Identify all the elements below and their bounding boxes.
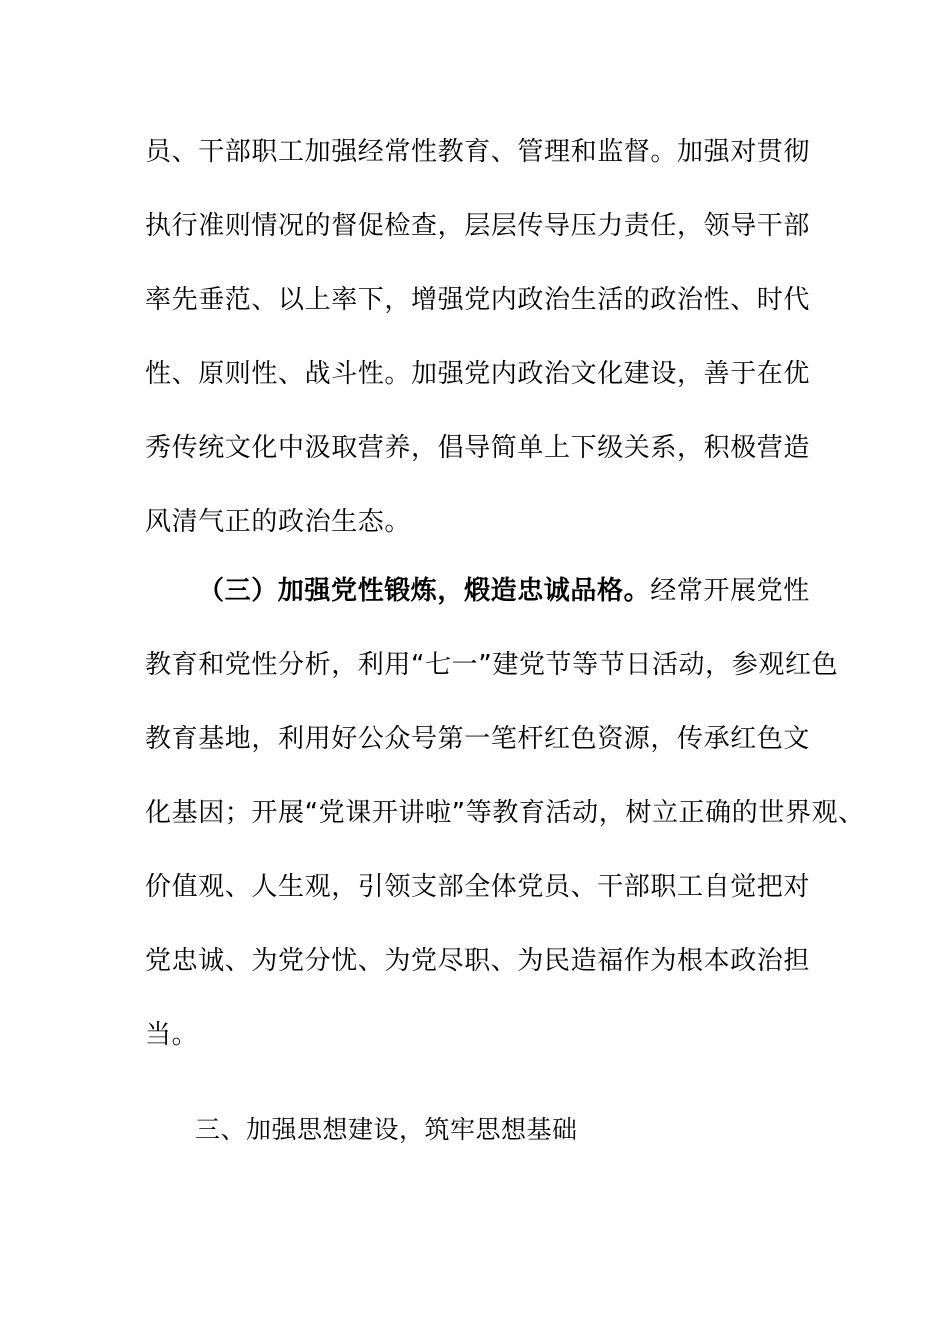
subsection-first-line — [198, 574, 878, 608]
section-heading: 三、加强思想建设，筑牢思想基础 — [195, 1115, 578, 1144]
paragraph-line: 秀传统文化中汲取营养，倡导简单上下级关系，积极营造 — [145, 433, 811, 463]
paragraph-line: 率先垂范、以上率下，增强党内政治生活的政治性、时代 — [145, 285, 811, 315]
paragraph-line: 党忠诚、为党分忧、为党尽职、为民造福作为根本政治担 — [145, 946, 811, 976]
paragraph-line: 性、原则性、战斗性。加强党内政治文化建设，善于在优 — [145, 359, 811, 389]
paragraph-line: 风清气正的政治生态。 — [145, 507, 412, 537]
paragraph-line: 教育基地，利用好公众号第一笔杆红色资源，传承红色文 — [145, 724, 811, 754]
paragraph-line: 执行准则情况的督促检查，层层传导压力责任，领导干部 — [145, 211, 811, 241]
paragraph-line: 教育和党性分析，利用“七一”建党节等节日活动，参观红色 — [145, 650, 839, 680]
subsection-heading: （三）加强党性锻炼，煅造忠诚品格。 — [198, 576, 651, 606]
paragraph-text: 经常开展党性 — [650, 576, 810, 606]
paragraph-line: 员、干部职工加强经常性教育、管理和监督。加强对贯彻 — [145, 137, 811, 167]
paragraph-line: 价值观、人生观，引领支部全体党员、干部职工自觉把对 — [145, 872, 811, 902]
paragraph-line: 当。 — [145, 1020, 199, 1050]
paragraph-line: 化基因；开展“党课开讲啦”等教育活动，树立正确的世界观、 — [145, 798, 865, 828]
